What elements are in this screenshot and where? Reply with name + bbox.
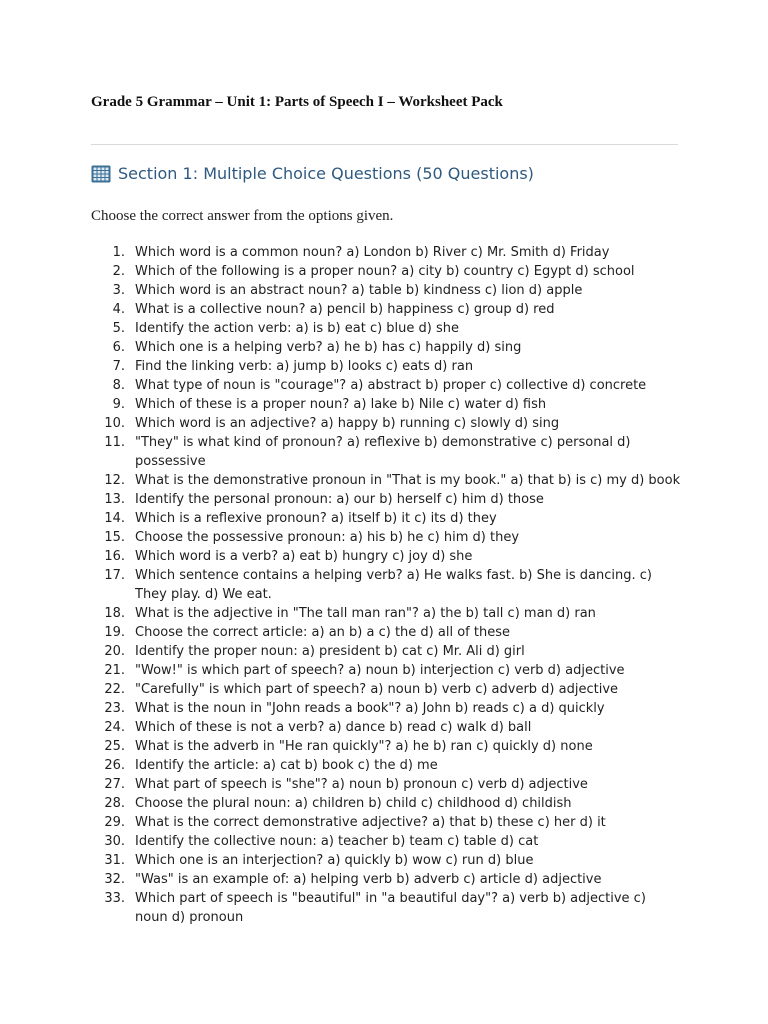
question-text: Identify the action verb: a) is b) eat c) blue d) she bbox=[135, 321, 460, 336]
question-item bbox=[91, 680, 681, 699]
question-number: 4. bbox=[112, 302, 125, 317]
question-text: Which word is an adjective? a) happy b) running c) slowly d) sing bbox=[135, 416, 560, 431]
question-text: Choose the possessive pronoun: a) his b) he c) him d) they bbox=[135, 530, 520, 545]
question-item bbox=[91, 813, 681, 832]
question-item bbox=[91, 262, 681, 281]
question-number: 33. bbox=[104, 891, 125, 906]
question-text: Identify the proper noun: a) president b) cat c) Mr. Ali d) girl bbox=[135, 644, 525, 659]
question-number: 26. bbox=[104, 758, 125, 773]
question-item bbox=[91, 775, 681, 794]
question-item bbox=[91, 832, 681, 851]
question-text: "They" is what kind of pronoun? a) reflexive b) demonstrative c) personal d) possessive bbox=[135, 435, 631, 469]
question-number: 3. bbox=[112, 283, 125, 298]
question-item bbox=[91, 889, 681, 927]
question-item bbox=[91, 281, 681, 300]
question-text: What is the adjective in "The tall man ran"? a) the b) tall c) man d) ran bbox=[135, 606, 596, 621]
question-number: 11. bbox=[104, 435, 125, 450]
question-list bbox=[91, 243, 681, 927]
question-text: Choose the correct article: a) an b) a c) the d) all of these bbox=[135, 625, 510, 640]
question-number: 22. bbox=[104, 682, 125, 697]
question-text: Which sentence contains a helping verb? a) He walks fast. b) She is dancing. c) They play. d) We eat. bbox=[135, 568, 652, 602]
question-number: 12. bbox=[104, 473, 125, 488]
question-text: Which of the following is a proper noun? a) city b) country c) Egypt d) school bbox=[135, 264, 635, 279]
question-number: 27. bbox=[104, 777, 125, 792]
question-item bbox=[91, 547, 681, 566]
question-item bbox=[91, 661, 681, 680]
question-number: 15. bbox=[104, 530, 125, 545]
document-title: Grade 5 Grammar – Unit 1: Parts of Speech I – Worksheet Pack bbox=[91, 94, 503, 110]
question-text: Which of these is not a verb? a) dance b) read c) walk d) ball bbox=[135, 720, 532, 735]
question-item bbox=[91, 414, 681, 433]
question-item bbox=[91, 851, 681, 870]
question-number: 19. bbox=[104, 625, 125, 640]
question-number: 2. bbox=[112, 264, 125, 279]
question-text: What is the correct demonstrative adjective? a) that b) these c) her d) it bbox=[135, 815, 606, 830]
question-text: "Carefully" is which part of speech? a) noun b) verb c) adverb d) adjective bbox=[135, 682, 619, 697]
question-number: 10. bbox=[104, 416, 125, 431]
question-text: Which is a reflexive pronoun? a) itself b) it c) its d) they bbox=[135, 511, 497, 526]
horizontal-divider bbox=[91, 144, 678, 145]
question-item bbox=[91, 471, 681, 490]
question-number: 6. bbox=[112, 340, 125, 355]
question-item bbox=[91, 528, 681, 547]
question-text: What type of noun is "courage"? a) abstract b) proper c) collective d) concrete bbox=[135, 378, 647, 393]
question-text: Which word is a common noun? a) London b) River c) Mr. Smith d) Friday bbox=[135, 245, 610, 260]
question-item bbox=[91, 376, 681, 395]
question-text: What is the adverb in "He ran quickly"? a) he b) ran c) quickly d) none bbox=[135, 739, 593, 754]
question-item bbox=[91, 623, 681, 642]
question-item bbox=[91, 300, 681, 319]
question-number: 16. bbox=[104, 549, 125, 564]
question-item bbox=[91, 642, 681, 661]
question-item bbox=[91, 870, 681, 889]
question-number: 5. bbox=[112, 321, 125, 336]
question-number: 29. bbox=[104, 815, 125, 830]
question-text: Which part of speech is "beautiful" in "a beautiful day"? a) verb b) adjective c) noun d) pronoun bbox=[135, 891, 646, 925]
question-text: Choose the plural noun: a) children b) child c) childhood d) childish bbox=[135, 796, 572, 811]
grid-table-icon bbox=[91, 165, 111, 183]
question-text: What is the noun in "John reads a book"? a) John b) reads c) a d) quickly bbox=[135, 701, 605, 716]
question-number: 8. bbox=[112, 378, 125, 393]
section-heading bbox=[91, 163, 534, 185]
question-text: Which word is an abstract noun? a) table b) kindness c) lion d) apple bbox=[135, 283, 583, 298]
question-number: 28. bbox=[104, 796, 125, 811]
instructions-text: Choose the correct answer from the options given. bbox=[91, 208, 394, 224]
section-heading-text: Section 1: Multiple Choice Questions (50 Questions) bbox=[118, 164, 534, 183]
question-text: Which word is a verb? a) eat b) hungry c) joy d) she bbox=[135, 549, 473, 564]
question-number: 30. bbox=[104, 834, 125, 849]
question-text: "Was" is an example of: a) helping verb b) adverb c) article d) adjective bbox=[135, 872, 602, 887]
question-text: Identify the collective noun: a) teacher b) team c) table d) cat bbox=[135, 834, 539, 849]
question-item bbox=[91, 338, 681, 357]
question-item bbox=[91, 737, 681, 756]
question-number: 23. bbox=[104, 701, 125, 716]
question-number: 1. bbox=[112, 245, 125, 260]
question-number: 25. bbox=[104, 739, 125, 754]
question-number: 17. bbox=[104, 568, 125, 583]
question-item bbox=[91, 794, 681, 813]
question-item bbox=[91, 319, 681, 338]
question-item bbox=[91, 357, 681, 376]
question-item bbox=[91, 509, 681, 528]
question-item bbox=[91, 604, 681, 623]
question-item bbox=[91, 718, 681, 737]
question-item bbox=[91, 756, 681, 775]
question-text: Which one is an interjection? a) quickly b) wow c) run d) blue bbox=[135, 853, 534, 868]
question-item bbox=[91, 243, 681, 262]
question-text: What part of speech is "she"? a) noun b) pronoun c) verb d) adjective bbox=[135, 777, 588, 792]
question-text: What is a collective noun? a) pencil b) happiness c) group d) red bbox=[135, 302, 555, 317]
question-text: Which of these is a proper noun? a) lake b) Nile c) water d) fish bbox=[135, 397, 547, 412]
question-number: 14. bbox=[104, 511, 125, 526]
question-item bbox=[91, 566, 681, 604]
question-number: 13. bbox=[104, 492, 125, 507]
question-number: 24. bbox=[104, 720, 125, 735]
question-number: 9. bbox=[112, 397, 125, 412]
question-item bbox=[91, 699, 681, 718]
question-number: 20. bbox=[104, 644, 125, 659]
question-number: 18. bbox=[104, 606, 125, 621]
question-text: Identify the article: a) cat b) book c) the d) me bbox=[135, 758, 438, 773]
question-text: Which one is a helping verb? a) he b) has c) happily d) sing bbox=[135, 340, 522, 355]
question-number: 32. bbox=[104, 872, 125, 887]
question-text: Identify the personal pronoun: a) our b) herself c) him d) those bbox=[135, 492, 544, 507]
question-text: Find the linking verb: a) jump b) looks c) eats d) ran bbox=[135, 359, 474, 374]
question-text: What is the demonstrative pronoun in "That is my book." a) that b) is c) my d) book bbox=[135, 473, 681, 488]
question-item bbox=[91, 395, 681, 414]
question-text: "Wow!" is which part of speech? a) noun b) interjection c) verb d) adjective bbox=[135, 663, 625, 678]
question-item bbox=[91, 490, 681, 509]
question-number: 21. bbox=[104, 663, 125, 678]
question-item bbox=[91, 433, 681, 471]
question-number: 31. bbox=[104, 853, 125, 868]
question-number: 7. bbox=[112, 359, 125, 374]
